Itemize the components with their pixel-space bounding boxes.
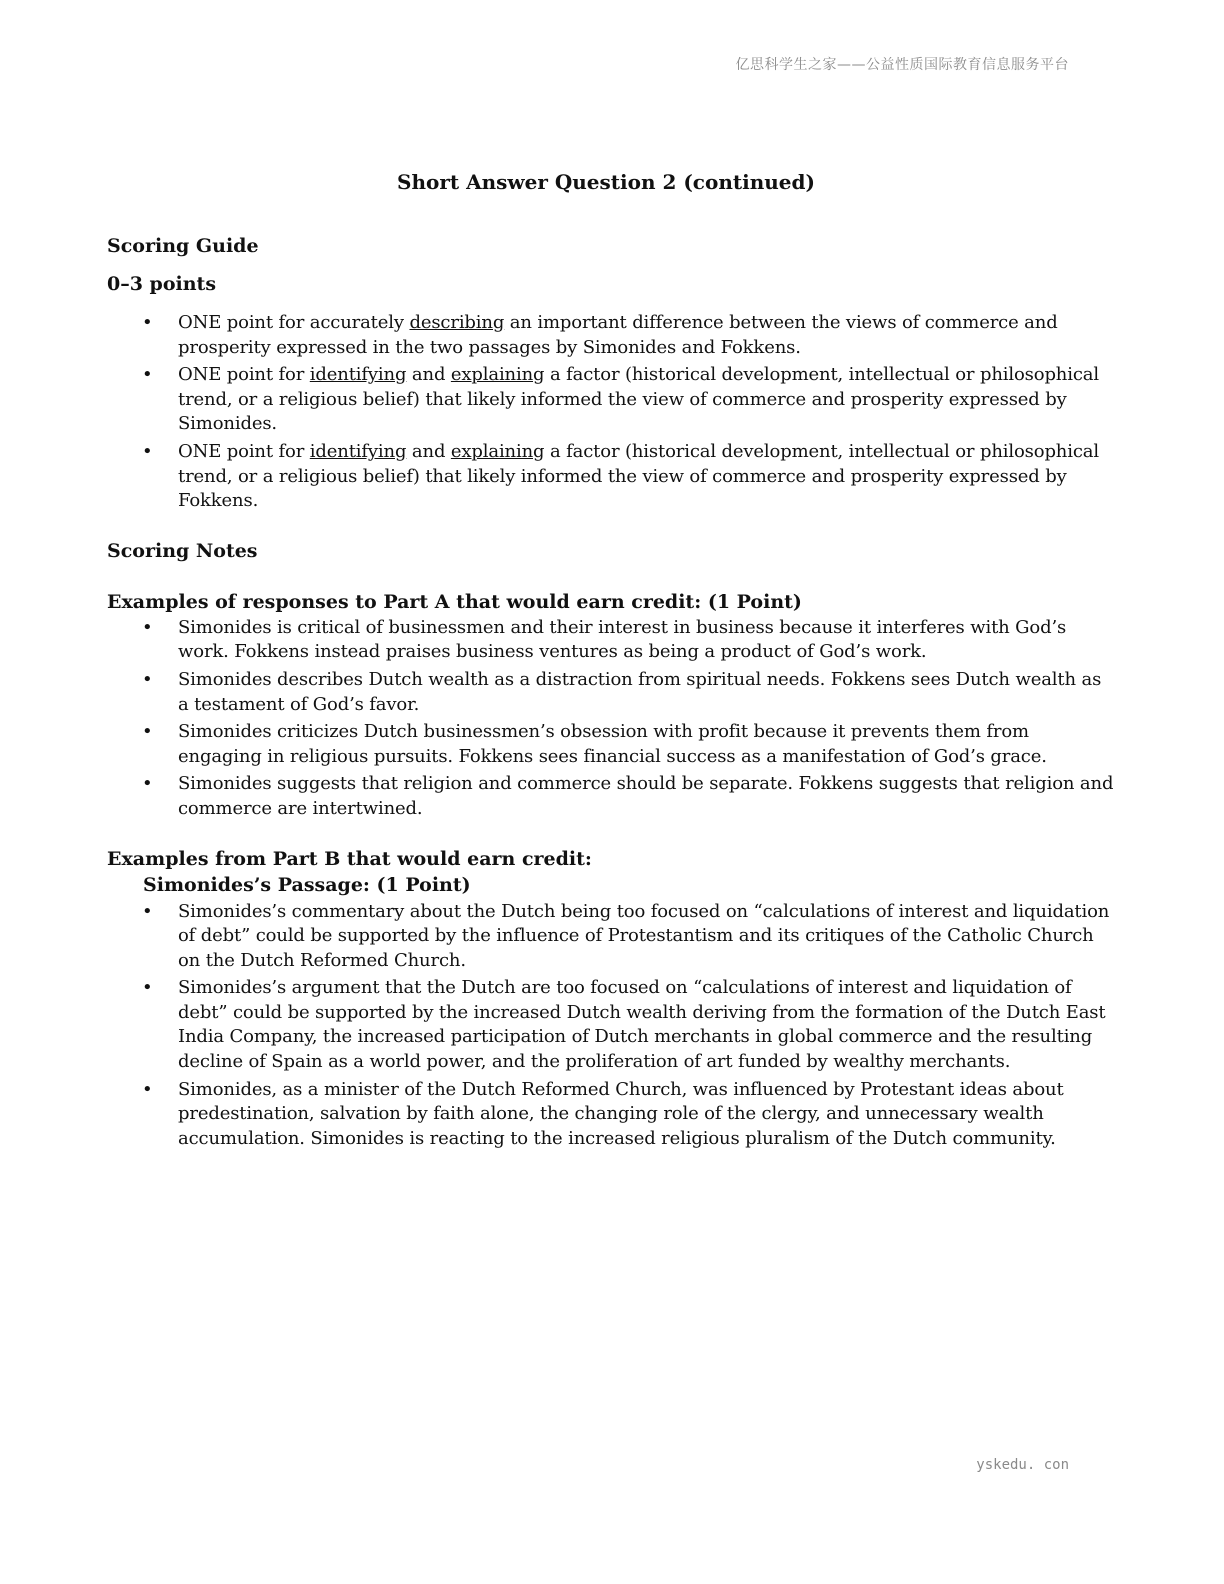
list-item: • Simonides suggests that religion and commerce should be separate. Fokkens suggests that religion and commerce are intertwined.: [107, 772, 1117, 821]
list-item: • Simonides describes Dutch wealth as a distraction from spiritual needs. Fokkens sees Dutch wealth as a testament of God’s favor.: [107, 668, 1117, 717]
part-b-subheading: Simonides’s Passage: (1 Point): [143, 873, 471, 896]
page-title: Short Answer Question 2 (continued): [397, 170, 815, 194]
watermark-footer: yskedu. con: [976, 1457, 1069, 1473]
list-item: • ONE point for identifying and explaining a factor (historical development, intellectual or philosophical trend, or a religious belief) that likely informed the view of commerce and prosperity expressed by Simonides.: [107, 363, 1117, 437]
list-item: • Simonides is critical of businessmen and their interest in business because it interferes with God’s work. Fokkens instead praises business ventures as being a product of God’s work.: [107, 616, 1117, 665]
part-a-list: [107, 616, 1117, 822]
part-b-heading: Examples from Part B that would earn credit:: [107, 847, 592, 870]
list-item: • Simonides, as a minister of the Dutch Reformed Church, was influenced by Protestant ideas about predestination, salvation by faith alone, the changing role of the clergy, and unnecessary wealth accumulation. Simonides is reacting to the increased religious pluralism of the Dutch community.: [107, 1078, 1117, 1152]
list-item: • Simonides’s commentary about the Dutch being too focused on “calculations of interest and liquidation of debt” could be supported by the influence of Protestantism and its critiques of the Catholic Church on the Dutch Reformed Church.: [107, 900, 1117, 974]
part-a-heading: Examples of responses to Part A that would earn credit: (1 Point): [107, 590, 802, 613]
list-item: • ONE point for identifying and explaining a factor (historical development, intellectual or philosophical trend, or a religious belief) that likely informed the view of commerce and prosperity expressed by Fokkens.: [107, 440, 1117, 514]
scoring-notes-heading: Scoring Notes: [107, 539, 258, 562]
list-item: • Simonides criticizes Dutch businessmen’s obsession with profit because it prevents them from engaging in religious pursuits. Fokkens sees financial success as a manifestation of God’s grace.: [107, 720, 1117, 769]
part-b-list: [107, 900, 1117, 1152]
list-item: • Simonides’s argument that the Dutch are too focused on “calculations of interest and liquidation of debt” could be supported by the increased Dutch wealth deriving from the formation of the Dutch East India Company, the increased participation of Dutch merchants in global commerce and the resulting decline of Spain as a world power, and the proliferation of art funded by wealthy merchants.: [107, 976, 1117, 1074]
points-heading: 0–3 points: [107, 273, 217, 295]
scoring-guide-heading: Scoring Guide: [107, 235, 259, 257]
watermark-header: 亿思科学生之家——公益性质国际教育信息服务平台: [735, 57, 1069, 73]
scoring-guide-list: [107, 311, 1117, 514]
list-item: • ONE point for accurately describing an important difference between the views of commerce and prosperity expressed in the two passages by Simonides and Fokkens.: [107, 311, 1117, 360]
document-body: [107, 233, 1117, 1151]
